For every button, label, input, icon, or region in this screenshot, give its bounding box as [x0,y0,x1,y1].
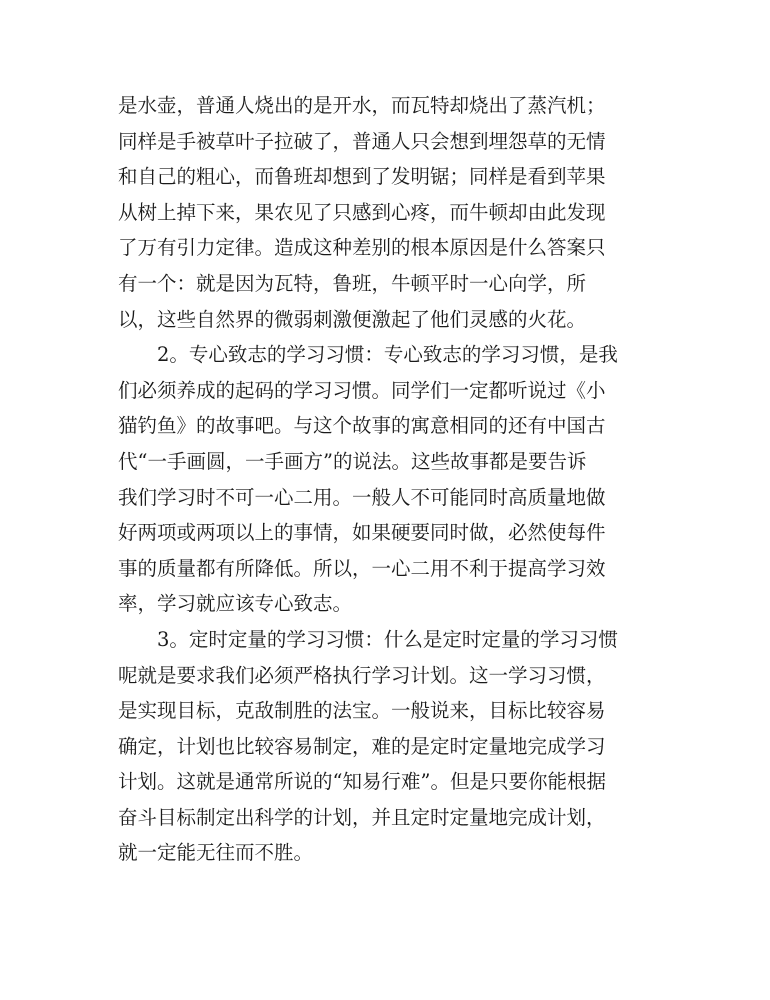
text-line: 呢就是要求我们必须严格执行学习计划。这一学习习惯， [118,663,606,687]
text-line: 同样是手被草叶子拉破了，普通人只会想到埋怨草的无情 [118,129,606,153]
paragraph-first-line: 2。专心致志的学习习惯：专心致志的学习习惯，是我 [157,343,618,367]
text-line: 就一定能无往而不胜。 [118,841,314,865]
paragraph-first-line: 3。定时定量的学习习惯：什么是定时定量的学习习惯 [157,627,618,651]
document-body [118,88,658,871]
text-line: 以，这些自然界的微弱刺激便激起了他们灵感的火花。 [118,307,587,331]
text-line: 和自己的粗心，而鲁班却想到了发明锯；同样是看到苹果 [118,165,606,189]
text-line: 好两项或两项以上的事情，如果硬要同时做，必然使每件 [118,521,606,545]
text-line: 从树上掉下来，果农见了只感到心疼，而牛顿却由此发现 [118,200,606,224]
text-line: 了万有引力定律。造成这种差别的根本原因是什么答案只 [118,236,606,260]
text-line: 计划。这就是通常所说的“知易行难”。但是只要你能根据 [118,770,606,794]
text-line: 事的质量都有所降低。所以，一心二用不利于提高学习效 [118,556,606,580]
text-line: 猫钓鱼》的故事吧。与这个故事的寓意相同的还有中国古 [118,414,606,438]
text-line: 率，学习就应该专心致志。 [118,592,353,616]
text-line: 我们学习时不可一心二用。一般人不可能同时高质量地做 [118,485,606,509]
text-line: 们必须养成的起码的学习习惯。同学们一定都听说过《小 [118,378,606,402]
text-line: 有一个：就是因为瓦特，鲁班，牛顿平时一心向学，所 [118,271,587,295]
text-line: 确定，计划也比较容易制定，难的是定时定量地完成学习 [118,734,606,758]
text-line: 是实现目标，克敌制胜的法宝。一般说来，目标比较容易 [118,699,606,723]
text-line: 是水壶，普通人烧出的是开水，而瓦特却烧出了蒸汽机； [118,94,606,117]
text-line: 奋斗目标制定出科学的计划，并且定时定量地完成计划， [118,805,606,829]
text-line: 代“一手画圆，一手画方”的说法。这些故事都是要告诉 [118,449,587,473]
